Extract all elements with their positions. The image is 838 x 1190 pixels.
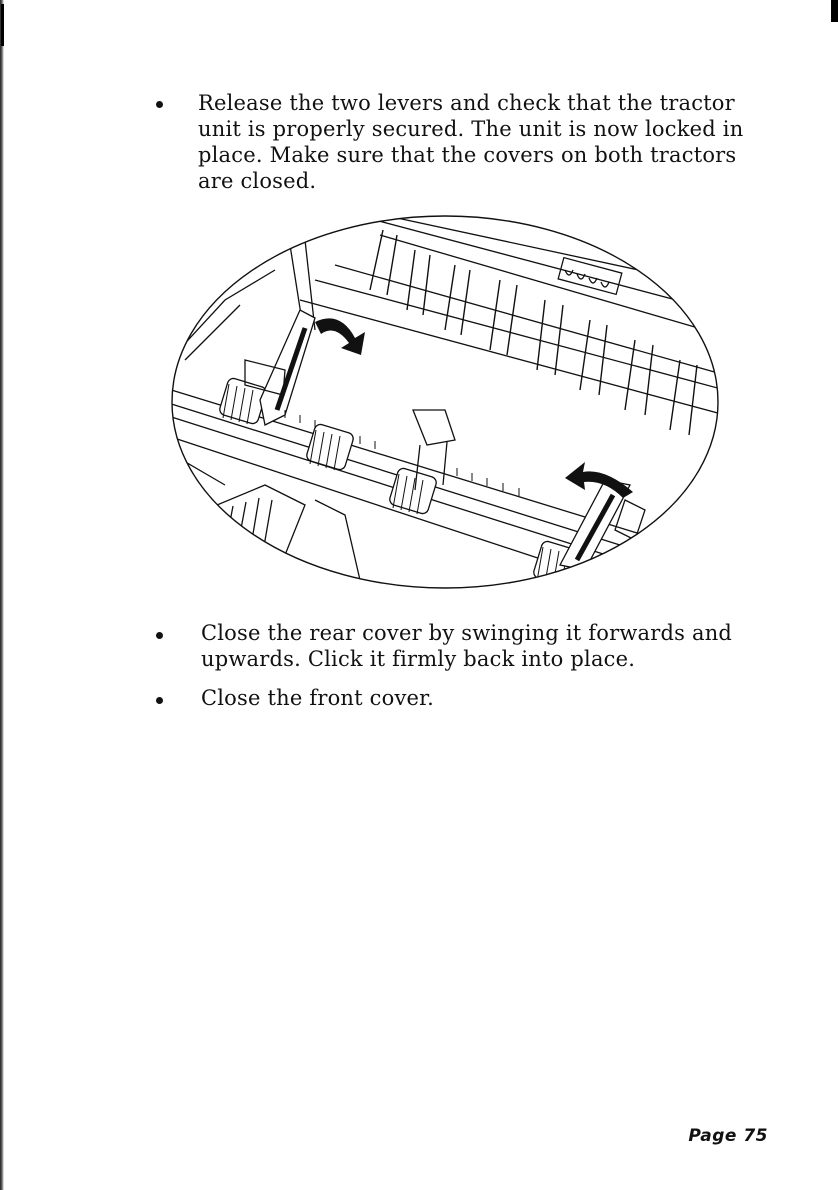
- bullet-icon: [156, 632, 163, 639]
- instruction-text: Release the two levers and check that the tractor unit is properly secured. The unit is now locked in place. Make sure that the covers on both tractors are closed.: [198, 91, 744, 193]
- scan-edge: [0, 0, 4, 1190]
- instruction-text: Close the front cover.: [201, 686, 434, 710]
- scan-mark: [831, 0, 838, 22]
- tractor-unit-illustration: [165, 210, 725, 600]
- scan-mark: [1, 4, 4, 46]
- bullet-icon: [156, 697, 163, 704]
- bullet-icon: [156, 101, 163, 108]
- page-number: Page 75: [688, 1126, 768, 1146]
- instruction-text: Close the rear cover by swinging it forwards and upwards. Click it firmly back into place.: [201, 621, 733, 671]
